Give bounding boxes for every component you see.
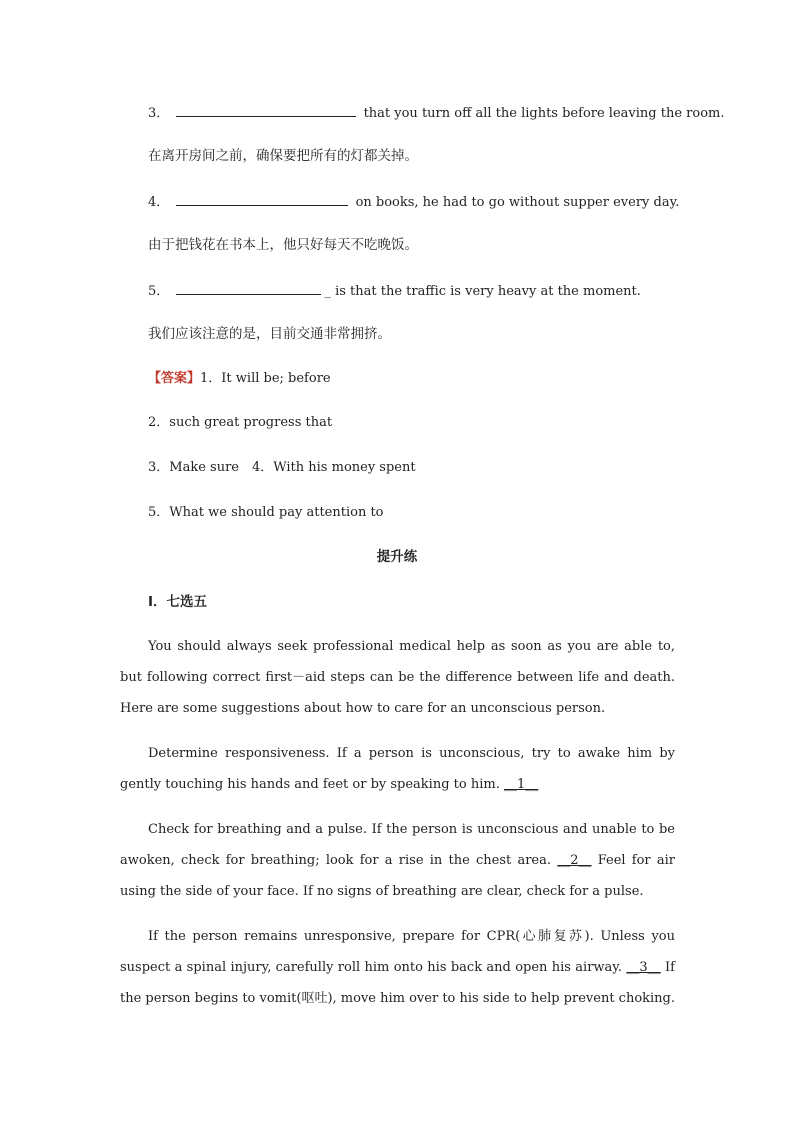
paragraph-text-after: If the person begins to vomit(呕吐), move him over to his side to help prevent choking. <box>120 960 676 1006</box>
answer-line-4: 5．What we should pay attention to <box>148 505 384 520</box>
question-3-translation: 在离开房间之前，确保要把所有的灯都关掉。 <box>148 148 418 164</box>
question-text: that you turn off all the lights before leaving the room. <box>363 106 725 121</box>
question-3 <box>148 103 724 123</box>
answer-blank <box>176 281 321 295</box>
blank-suffix: _ <box>324 284 331 299</box>
passage-paragraph-3 <box>120 814 675 907</box>
question-number: 3． <box>148 106 170 121</box>
gap-blank-2: __2__ <box>557 853 592 868</box>
part-title: Ⅰ．七选五 <box>148 594 208 610</box>
section-title: 提升练 <box>376 549 418 565</box>
paragraph-text: Check for breathing and a pulse. If the person is unconscious and unable to be awoken, check for breathing; look for a rise in the chest area. <box>120 822 675 868</box>
answer-blank <box>176 103 356 117</box>
question-5-translation: 我们应该注意的是，目前交通非常拥挤。 <box>148 326 391 342</box>
question-text: is that the traffic is very heavy at the moment. <box>335 284 641 299</box>
question-number: 4． <box>148 195 170 210</box>
paragraph-text: If the person remains unresponsive, prepare for CPR(心肺复苏). Unless you suspect a spinal injury, carefully roll him onto his back and open his airway. <box>120 929 675 975</box>
answer-text: 1．It will be; before <box>200 371 331 386</box>
paragraph-text: Determine responsiveness. If a person is unconscious, try to awake him by gently touching his hands and feet or by speaking to him. <box>120 746 675 792</box>
paragraph-text-after: Feel for air using the side of your face. If no signs of breathing are clear, check for a pulse. <box>120 853 675 899</box>
passage-paragraph-1 <box>120 631 675 724</box>
passage-paragraph-2 <box>120 738 675 800</box>
answer-line-1 <box>148 370 331 388</box>
question-number: 5． <box>148 284 170 299</box>
question-text: on books, he had to go without supper every day. <box>355 195 680 210</box>
answer-tag: 【答案】 <box>148 371 201 386</box>
question-5 <box>148 281 641 301</box>
answer-line-2: 2．such great progress that <box>148 415 333 430</box>
question-4 <box>148 192 679 212</box>
passage-paragraph-4 <box>120 921 675 1014</box>
answer-line-3: 3．Make sure 4．With his money spent <box>148 460 416 475</box>
answer-blank <box>176 192 348 206</box>
paragraph-text: You should always seek professional medical help as soon as you are able to, but following correct first－aid steps can be the difference between life and death. Here are some suggestions about how to care for an unconscious person. <box>120 639 675 716</box>
question-4-translation: 由于把钱花在书本上，他只好每天不吃晚饭。 <box>148 237 418 253</box>
gap-blank-3: __3__ <box>626 960 661 975</box>
gap-blank-1: __1__ <box>503 777 539 792</box>
